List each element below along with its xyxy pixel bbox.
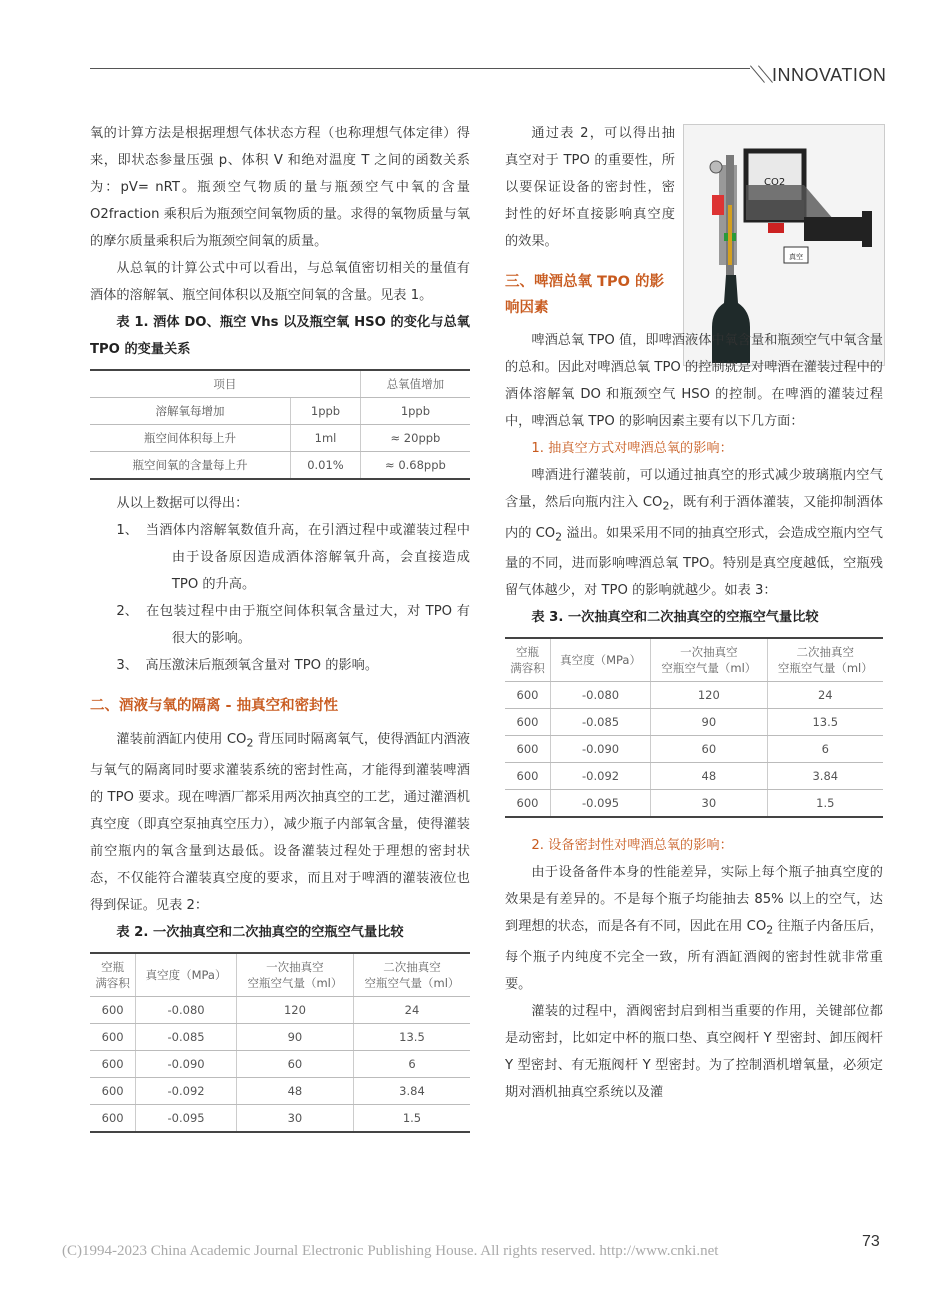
- section-heading: 三、啤酒总氧 TPO 的影响因素: [505, 274, 664, 316]
- svg-text:真空: 真空: [789, 253, 803, 261]
- table-header: 一次抽真空 空瓶空气量（ml）: [651, 638, 767, 682]
- list-text: 高压激沫后瓶颈氧含量对 TPO 的影响。: [145, 658, 379, 673]
- table-cell: ≈ 0.68ppb: [360, 452, 470, 480]
- table-1: [90, 369, 470, 480]
- table-row: 600 -0.080 120 24: [90, 996, 470, 1023]
- list-item: [116, 598, 470, 652]
- list-item: [116, 652, 470, 679]
- table-caption: 表 3. 一次抽真空和二次抽真空的空瓶空气量比较: [531, 610, 819, 626]
- paragraph: 通过表 2，可以得出抽真空对于 TPO 的重要性，所以要保证设备的密封性，密封性的好坏直接影响真空度的效果。: [505, 126, 675, 249]
- header-rule: [90, 68, 750, 69]
- list-item: [116, 517, 470, 598]
- list-text: 在包装过程中由于瓶空间体积氧含量过大，对 TPO 有很大的影响。: [145, 604, 470, 646]
- paragraph: 啤酒进行灌装前，可以通过抽真空的形式减少玻璃瓶内空气含量，然后向瓶内注入 $CO_2$，既有利于酒体灌装，又能抑制酒体内的 $CO_2$ 溢出。如果采用不同的抽真空形式，会造成空瓶内空气量的不同，进而影响啤酒总氧 TPO。特别是真空度越低，空瓶残留气体越少，对 TPO 的影响就越少。如表 3：: [505, 468, 884, 599]
- sub-heading: 2. 设备密封性对啤酒总氧的影响：: [531, 838, 733, 854]
- list-number: 1、: [116, 523, 138, 538]
- running-header-title: INNOVATION: [772, 65, 887, 85]
- table-row: [90, 452, 470, 480]
- table-header: 空瓶 满容积: [90, 953, 136, 997]
- table-cell: 瓶空间氧的含量每上升: [90, 452, 291, 480]
- table-cell: 瓶空间体积每上升: [90, 425, 291, 452]
- table-row: 600 -0.092 48 3.84: [90, 1077, 470, 1104]
- table-cell: 溶解氧每增加: [90, 398, 291, 425]
- sub-heading: 1. 抽真空方式对啤酒总氧的影响：: [531, 441, 733, 456]
- paragraph: 从总氧的计算公式中可以看出，与总氧值密切相关的量值有酒体的溶解氧、瓶空间体积以及瓶空间氧的含量。见表 1。: [90, 261, 470, 303]
- table-row: 600 -0.092 48 3.84: [505, 763, 883, 790]
- table-cell: 1ppb: [360, 398, 470, 425]
- table-caption: 表 2. 一次抽真空和二次抽真空的空瓶空气量比较: [116, 924, 404, 940]
- svg-text:CO2: CO2: [764, 177, 786, 188]
- header-slash-decoration: [758, 65, 773, 82]
- header-slash-decoration: [750, 65, 765, 82]
- right-column: [505, 120, 883, 1106]
- table-cell: 1ml: [291, 425, 361, 452]
- list-number: 2、: [116, 604, 138, 619]
- table-row: [90, 425, 470, 452]
- table-header: 项目: [90, 370, 360, 398]
- left-column: [90, 120, 470, 1143]
- paragraph: 由于设备备件本身的性能差异，实际上每个瓶子抽真空度的效果是有差异的。不是每个瓶子均能抽去 85% 以上的空气，达到理想的状态，而是各有不同，因此在用 $CO_2$ 往瓶子内备压后，每个瓶子内纯度不完全一致，所有酒缸酒阀的密封性就非常重要。: [505, 865, 883, 992]
- table-header: 总氧值增加: [360, 370, 470, 398]
- table-row: 600 -0.095 30 1.5: [505, 790, 883, 818]
- table-row: 600 -0.085 90 13.5: [90, 1023, 470, 1050]
- table-row: 600 -0.090 60 6: [90, 1050, 470, 1077]
- table-cell: ≈ 20ppb: [360, 425, 470, 452]
- table-row: 600 -0.095 30 1.5: [90, 1104, 470, 1132]
- section-heading: 二、酒液与氧的隔离 - 抽真空和密封性: [90, 698, 339, 714]
- table-header: 空瓶 满容积: [505, 638, 550, 682]
- table-header: 真空度（MPa）: [550, 638, 650, 682]
- table-header: 真空度（MPa）: [136, 953, 237, 997]
- table-3: [505, 637, 883, 818]
- paragraph: 灌装前酒缸内使用 $CO_2$ 背压同时隔离氧气，使得酒缸内酒液与氧气的隔离同时要求灌装系统的密封性高，才能得到灌装啤酒的 TPO 要求。现在啤酒厂都采用两次抽真空的工艺，通过灌酒机真空度（即真空泵抽真空压力），减少瓶子内部氧含量，使得灌装前空瓶内的氧含量到达最低。设备灌装过程处于理想的密封状态，不仅能符合灌装真空度的要求，而且对于啤酒的灌装液位也得到保证。见表 2：: [90, 732, 470, 913]
- copyright-footer: (C)1994-2023 China Academic Journal Electronic Publishing House. All rights reserved. http://www.cnki.net: [62, 1243, 719, 1259]
- page-number: 73: [862, 1233, 880, 1250]
- list-number: 3、: [116, 658, 138, 673]
- paragraph: 啤酒总氧 TPO 值，即啤酒液体中氧含量和瓶颈空气中氧含量的总和。因此对啤酒总氧 TPO 的控制就是对啤酒在灌装过程中的酒体溶解氧 DO 和瓶颈空气 HSO 的控制。在啤酒的灌装过程中，啤酒总氧 TPO 的影响因素主要有以下几方面：: [505, 333, 883, 429]
- table-row: 600 -0.085 90 13.5: [505, 709, 883, 736]
- table-row: 600 -0.080 120 24: [505, 682, 883, 709]
- table-cell: 1ppb: [291, 398, 361, 425]
- paragraph: 从以上数据可以得出：: [116, 496, 249, 511]
- table-2: [90, 952, 470, 1133]
- table-header: 二次抽真空 空瓶空气量（ml）: [767, 638, 883, 682]
- table-header: 一次抽真空 空瓶空气量（ml）: [236, 953, 353, 997]
- table-row: 600 -0.090 60 6: [505, 736, 883, 763]
- table-row: [90, 398, 470, 425]
- table-cell: 0.01%: [291, 452, 361, 480]
- paragraph: 灌装的过程中，酒阀密封启到相当重要的作用，关键部位都是动密封，比如定中杯的瓶口垫、真空阀杆 Y 型密封、卸压阀杆 Y 型密封、有无瓶阀杆 Y 型密封。为了控制酒机增氧量，必须定期对酒机抽真空系统以及灌: [505, 1003, 883, 1100]
- table-caption: 表 1. 酒体 DO、瓶空 Vhs 以及瓶空氧 HSO 的变化与总氧 TPO 的变量关系: [90, 315, 470, 357]
- list-text: 当酒体内溶解氧数值升高，在引酒过程中或灌装过程中由于设备原因造成酒体溶解氧升高，会直接造成 TPO 的升高。: [145, 523, 470, 592]
- table-header: 二次抽真空 空瓶空气量（ml）: [353, 953, 470, 997]
- paragraph: 氧的计算方法是根据理想气体状态方程（也称理想气体定律）得来，即状态参量压强 p、体积 V 和绝对温度 T 之间的函数关系为：pV= nRT。瓶颈空气物质的量与瓶颈空气中氧的含量 O2fraction 乘积后为瓶颈空间氧物质的量。求得的氧物质量与氧的摩尔质量乘积后为瓶颈空间氧的质量。: [90, 126, 470, 249]
